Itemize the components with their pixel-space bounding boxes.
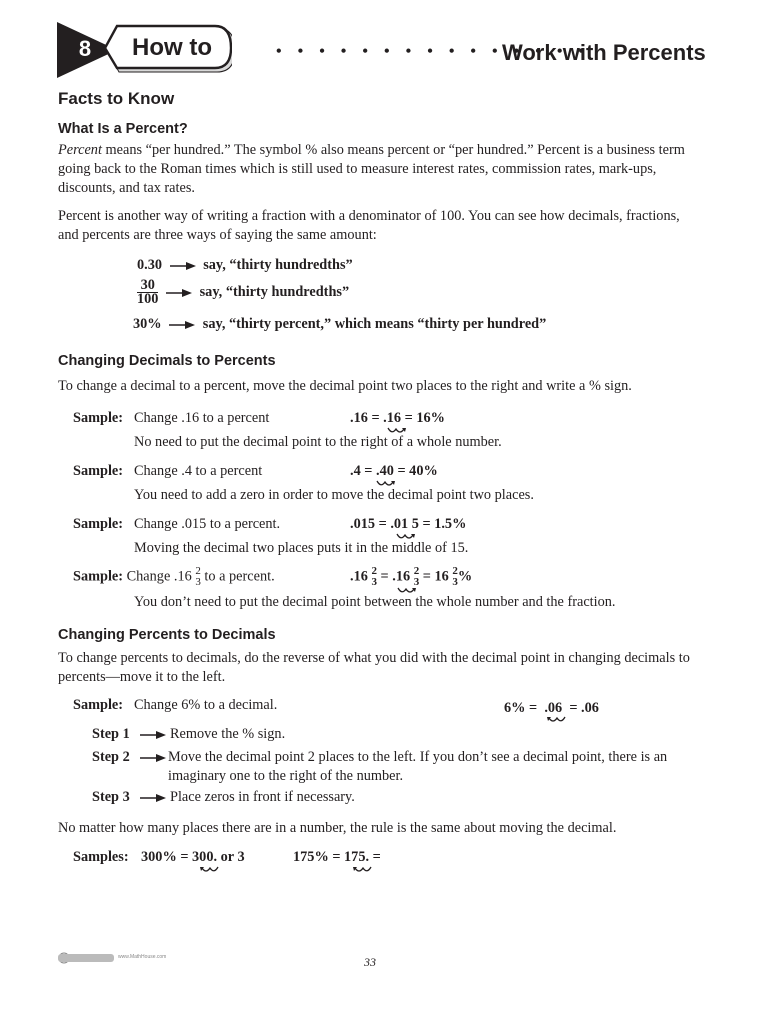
sample-fraction-task	[73, 566, 275, 588]
sample-task: Change .015 to a percent.	[134, 516, 281, 532]
fraction-numerator: 2	[413, 565, 420, 577]
sample-label: Sample:	[73, 516, 124, 532]
dec-to-pct-heading: Changing Decimals to Percents	[58, 353, 276, 369]
example-percent	[133, 316, 546, 333]
fraction-denominator: 3	[195, 576, 201, 588]
fraction-30-100	[137, 279, 158, 306]
title-leader-dots: • • • • • • • • • • • • • • •	[276, 43, 591, 60]
fraction-numerator: 30	[137, 279, 158, 293]
step-1	[92, 726, 692, 743]
step-text: Remove the % sign.	[170, 726, 286, 742]
sample-label: Sample:	[73, 568, 124, 585]
sample-task-part: Change .16	[126, 568, 192, 585]
facts-heading: Facts to Know	[58, 89, 175, 108]
sample-note: You need to add a zero in order to move the decimal point two places.	[134, 487, 534, 503]
example-percent-text: say, “thirty percent,” which means “thirty per hundred”	[202, 316, 547, 332]
how-to-label: How to	[132, 34, 212, 61]
arrow-icon	[166, 288, 192, 298]
arrow-icon	[169, 320, 195, 330]
work-part: %	[457, 568, 473, 585]
step-label: Step 3	[92, 789, 130, 805]
page-number: 33	[364, 955, 376, 969]
arrow-icon	[140, 730, 166, 740]
example-decimal-text: say, “thirty hundredths”	[203, 257, 353, 273]
decimal-hop-icon	[546, 716, 568, 724]
fraction-numerator: 2	[371, 565, 377, 577]
example-percent-value: 30%	[133, 316, 162, 332]
chapter-number: 8	[78, 36, 92, 61]
logo-url: www.MathHouse.com	[118, 954, 167, 960]
sample-label: Sample:	[73, 463, 124, 479]
sample-work: 6% = .06 = .06	[504, 700, 599, 716]
sample-work: .015 = .01 5 = 1.5%	[350, 516, 467, 532]
sample-task: Change 6% to a decimal.	[134, 697, 278, 713]
percent-term: Percent	[58, 142, 102, 158]
arrow-icon	[140, 793, 166, 803]
page-title: Work with Percents	[502, 40, 706, 65]
example-fraction-text: say, “thirty hundredths”	[199, 283, 350, 300]
sample-note: Moving the decimal two places puts it in the middle of 15.	[134, 540, 469, 556]
what-is-paragraph-1-text: means “per hundred.” The symbol % also means percent or “per hundred.” Percent is a business term going back to the Roman times which is still used to measure interest rates, commission rates, mark-ups, discounts, and tax rates.	[58, 142, 685, 196]
decimal-hop-icon	[199, 866, 221, 874]
fraction-denominator: 100	[137, 291, 159, 307]
step-label: Step 2	[92, 749, 130, 765]
dec-to-pct-intro: To change a decimal to a percent, move the decimal point two places to the right and write a % sign.	[58, 378, 632, 394]
rule-text: No matter how many places there are in a number, the rule is the same about moving the decimal.	[58, 820, 617, 836]
samples-a: 300% = 300. or 3	[141, 849, 245, 865]
work-part: .16	[350, 568, 368, 585]
what-is-paragraph-2: Percent is another way of writing a fraction with a denominator of 100. You can see how decimals, fractions, and percents are three ways of saying the same amount:	[58, 208, 680, 243]
fraction-two-thirds	[195, 566, 201, 588]
what-is-heading: What Is a Percent?	[58, 121, 188, 137]
step-3	[92, 789, 692, 806]
samples-label: Samples:	[73, 849, 129, 865]
sample-work: .4 = .40 = 40%	[350, 463, 438, 479]
example-fraction	[137, 279, 349, 306]
fraction-denominator: 3	[371, 576, 377, 588]
sample-note: You don’t need to put the decimal point between the whole number and the fraction.	[134, 594, 616, 610]
sample-label: Sample:	[73, 697, 124, 713]
arrow-icon	[140, 753, 166, 763]
fraction-denominator: 3	[413, 576, 420, 588]
example-decimal-value: 0.30	[137, 257, 163, 273]
sample-label: Sample:	[73, 410, 124, 426]
fraction-two-thirds	[371, 566, 377, 588]
fraction-denominator: 3	[452, 576, 458, 588]
pct-to-dec-intro: To change percents to decimals, do the reverse of what you did with the decimal point in changing decimals to percents—move it to the left.	[58, 650, 690, 685]
samples-b: 175% = 175. =	[293, 849, 381, 865]
sample-note: No need to put the decimal point to the right of a whole number.	[134, 434, 502, 450]
fraction-numerator: 2	[452, 565, 458, 577]
sample-fraction-work	[350, 566, 472, 588]
pct-to-dec-heading: Changing Percents to Decimals	[58, 627, 276, 643]
step-text: Place zeros in front if necessary.	[170, 789, 355, 805]
what-is-paragraph-1	[58, 141, 698, 198]
arrow-icon	[170, 261, 196, 271]
sample-task-part: to a percent.	[204, 568, 275, 585]
fraction-numerator: 2	[195, 565, 201, 577]
example-decimal	[137, 257, 353, 274]
sample-work: .16 = .16 = 16%	[350, 410, 445, 426]
sample-task: Change .16 to a percent	[134, 410, 270, 426]
sample-task: Change .4 to a percent	[134, 463, 263, 479]
work-part: = 16	[422, 568, 449, 585]
step-label: Step 1	[92, 726, 130, 742]
decimal-hop-icon	[352, 866, 374, 874]
publisher-logo	[56, 948, 174, 968]
work-part: = .16	[380, 568, 411, 585]
step-text: Move the decimal point 2 places to the left. If you don’t see a decimal point, there is an imaginary one to the right of the number.	[168, 749, 668, 784]
fraction-two-thirds	[414, 566, 420, 588]
